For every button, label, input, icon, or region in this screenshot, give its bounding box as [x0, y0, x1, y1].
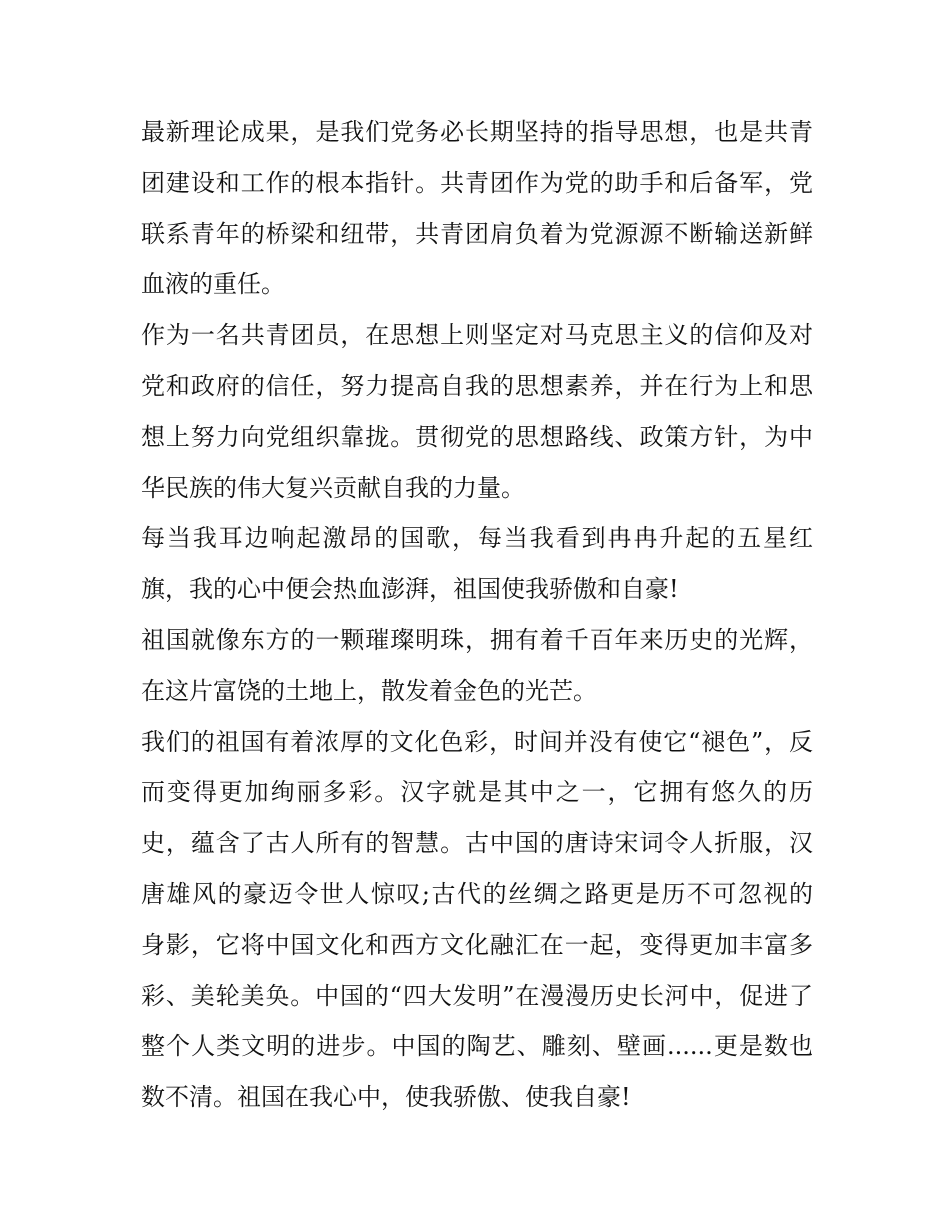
- text-line: 旗，我的心中便会热血澎湃，祖国使我骄傲和自豪!: [141, 575, 679, 604]
- text-line: 华民族的伟大复兴贡献自我的力量。: [141, 473, 525, 502]
- text-line: 作为一名共青团员，在思想上则坚定对马克思主义的信仰及对: [141, 321, 813, 350]
- text-line: 数不清。祖国在我心中，使我骄傲、使我自豪!: [141, 1083, 631, 1112]
- text-line: 整个人类文明的进步。中国的陶艺、雕刻、壁画......更是数也: [141, 1032, 813, 1061]
- text-line: 党和政府的信任，努力提高自我的思想素养，并在行为上和思: [141, 371, 813, 400]
- text-line: 彩、美轮美奂。中国的“四大发明”在漫漫历史长河中，促进了: [141, 981, 813, 1010]
- text-line: 在这片富饶的土地上，散发着金色的光芒。: [141, 676, 597, 705]
- text-line: 唐雄风的豪迈令世人惊叹;古代的丝绸之路更是历不可忽视的: [141, 879, 813, 908]
- text-line: 每当我耳边响起激昂的国歌，每当我看到冉冉升起的五星红: [141, 524, 813, 553]
- text-line: 祖国就像东方的一颗璀璨明珠，拥有着千百年来历史的光辉，: [141, 625, 813, 654]
- text-line: 史，蕴含了古人所有的智慧。古中国的唐诗宋词令人折服，汉: [141, 829, 813, 858]
- text-line: 团建设和工作的根本指针。共青团作为党的助手和后备军，党: [141, 168, 813, 197]
- text-line: 想上努力向党组织靠拢。贯彻党的思想路线、政策方针，为中: [141, 422, 813, 451]
- text-line: 联系青年的桥梁和纽带，共青团肩负着为党源源不断输送新鲜: [141, 219, 813, 248]
- text-line: 最新理论成果，是我们党务必长期坚持的指导思想，也是共青: [141, 118, 813, 146]
- body-text: [141, 107, 813, 1123]
- text-line: 血液的重任。: [141, 270, 285, 299]
- text-line: 我们的祖国有着浓厚的文化色彩，时间并没有使它“褪色”，反: [141, 727, 813, 756]
- text-line: 而变得更加绚丽多彩。汉字就是其中之一，它拥有悠久的历: [141, 778, 813, 807]
- text-line: 身影，它将中国文化和西方文化融汇在一起，变得更加丰富多: [141, 930, 813, 959]
